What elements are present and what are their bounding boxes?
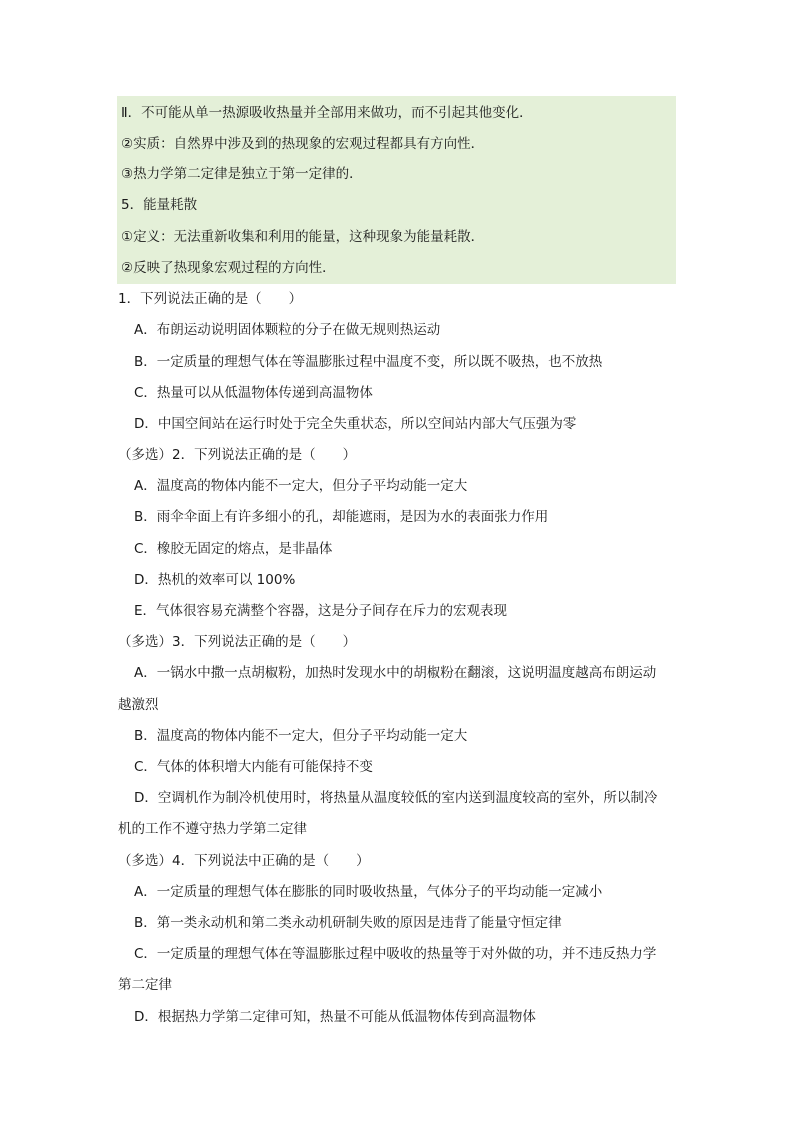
question-1-option-d: D．中国空间站在运行时处于完全失重状态，所以空间站内部大气压强为零 (134, 416, 577, 432)
summary-line: ②反映了热现象宏观过程的方向性． (121, 260, 336, 276)
question-3-option-c: C．气体的体积增大内能有可能保持不变 (134, 759, 373, 775)
summary-section-heading: 5．能量耗散 (121, 197, 198, 213)
question-3-option-d-continuation: 机的工作不遵守热力学第二定律 (118, 821, 307, 837)
question-2-stem: （多选）2．下列说法正确的是（ ） (118, 447, 357, 463)
question-3-stem: （多选）3．下列说法正确的是（ ） (118, 634, 357, 650)
question-4-option-c: C．一定质量的理想气体在等温膨胀过程中吸收的热量等于对外做的功，并不违反热力学 (134, 946, 657, 962)
question-4-option-d: D．根据热力学第二定律可知，热量不可能从低温物体传到高温物体 (134, 1009, 536, 1025)
question-1-option-b: B．一定质量的理想气体在等温膨胀过程中温度不变，所以既不吸热，也不放热 (134, 354, 603, 370)
question-1-stem: 1．下列说法正确的是（ ） (118, 291, 303, 307)
question-2-option-c: C．橡胶无固定的熔点，是非晶体 (134, 541, 333, 557)
question-4-stem: （多选）4．下列说法中正确的是（ ） (118, 853, 370, 869)
question-1-option-a: A．布朗运动说明固体颗粒的分子在做无规则热运动 (134, 322, 441, 338)
summary-line: Ⅱ．不可能从单一热源吸收热量并全部用来做功，而不引起其他变化． (121, 105, 533, 121)
summary-line: ③热力学第二定律是独立于第一定律的． (121, 166, 363, 182)
question-3-option-d: D．空调机作为制冷机使用时，将热量从温度较低的室内送到温度较高的室外，所以制冷 (134, 790, 658, 806)
question-2-option-e: E．气体很容易充满整个容器，这是分子间存在斥力的宏观表现 (134, 603, 508, 619)
summary-line: ①定义：无法重新收集和利用的能量，这种现象为能量耗散． (121, 229, 485, 245)
summary-highlight-box (117, 96, 676, 284)
question-2-option-d: D．热机的效率可以 100% (134, 572, 296, 588)
question-3-option-b: B．温度高的物体内能不一定大，但分子平均动能一定大 (134, 728, 468, 744)
summary-line: ②实质：自然界中涉及到的热现象的宏观过程都具有方向性． (121, 136, 485, 152)
question-4-option-a: A．一定质量的理想气体在膨胀的同时吸收热量，气体分子的平均动能一定减小 (134, 884, 603, 900)
question-4-option-c-continuation: 第二定律 (118, 977, 172, 993)
question-2-option-b: B．雨伞伞面上有许多细小的孔，却能遮雨，是因为水的表面张力作用 (134, 509, 549, 525)
question-3-option-a-continuation: 越激烈 (118, 697, 159, 713)
question-2-option-a: A．温度高的物体内能不一定大，但分子平均动能一定大 (134, 478, 468, 494)
question-3-option-a: A．一锅水中撒一点胡椒粉，加热时发现水中的胡椒粉在翻滚，这说明温度越高布朗运动 (134, 665, 657, 681)
question-1-option-c: C．热量可以从低温物体传递到高温物体 (134, 385, 373, 401)
question-4-option-b: B．第一类永动机和第二类永动机研制失败的原因是违背了能量守恒定律 (134, 915, 562, 931)
